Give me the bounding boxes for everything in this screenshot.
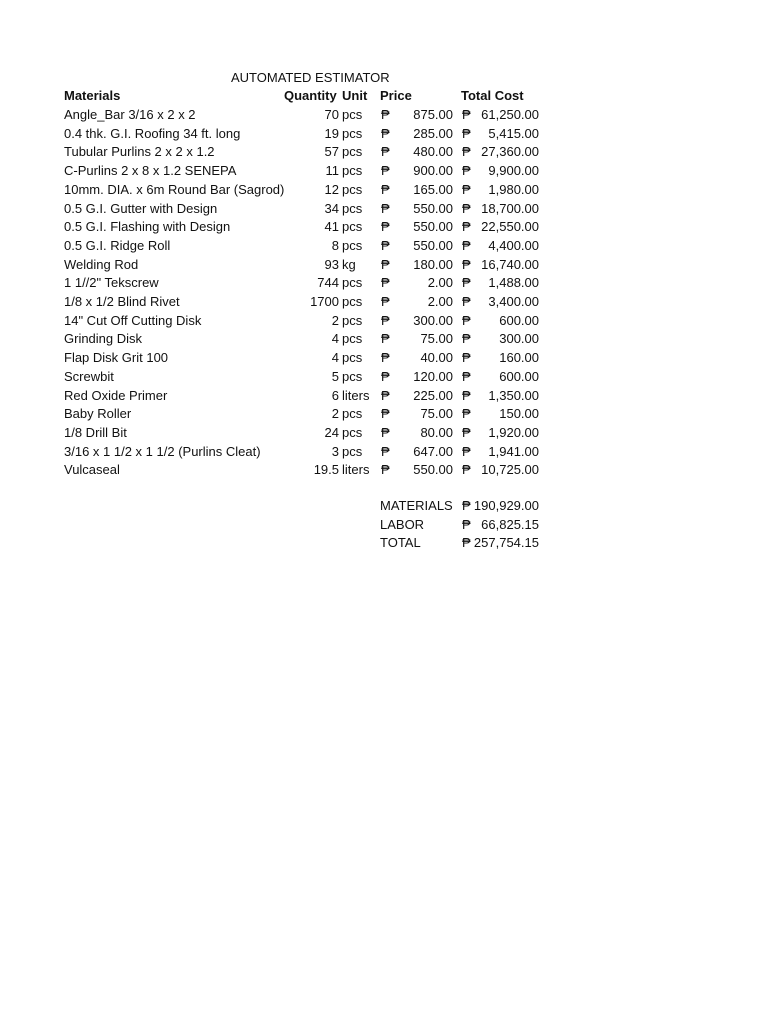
unit-value: pcs <box>342 406 363 422</box>
material-name: Grinding Disk <box>64 331 143 347</box>
price-value: 300.00 <box>413 312 453 328</box>
unit-value: pcs <box>342 275 363 291</box>
unit-value: pcs <box>342 181 363 197</box>
material-name: Screwbit <box>64 368 114 384</box>
unit-value: liters <box>342 387 370 403</box>
table-row <box>0 349 768 368</box>
header-total-cost: Total Cost <box>461 88 524 103</box>
unit-value: kg <box>342 256 356 272</box>
peso-sign: ₱ <box>462 387 471 403</box>
price-value: 550.00 <box>413 237 453 253</box>
peso-sign: ₱ <box>462 237 471 253</box>
quantity-value: 12 <box>324 181 339 197</box>
table-row <box>0 405 768 424</box>
total-cost-value: 1,488.00 <box>488 275 539 291</box>
quantity-value: 3 <box>331 443 339 459</box>
material-name: 10mm. DIA. x 6m Round Bar (Sagrod) <box>64 181 285 197</box>
peso-sign: ₱ <box>381 237 390 253</box>
material-name: 0.5 G.I. Gutter with Design <box>64 200 218 216</box>
peso-sign: ₱ <box>462 350 471 366</box>
table-row <box>0 200 768 219</box>
table-row <box>0 293 768 312</box>
peso-sign: ₱ <box>462 107 471 122</box>
summary-materials-row <box>0 497 768 516</box>
peso-sign: ₱ <box>381 181 390 197</box>
unit-value: pcs <box>342 163 363 179</box>
total-cost-value: 160.00 <box>499 350 539 366</box>
material-name: Angle_Bar 3/16 x 2 x 2 <box>64 107 196 122</box>
summary-total-row <box>0 534 768 553</box>
peso-sign: ₱ <box>462 498 471 513</box>
price-value: 75.00 <box>420 406 453 422</box>
peso-sign: ₱ <box>381 424 390 440</box>
peso-sign: ₱ <box>462 516 471 532</box>
material-name: Vulcaseal <box>64 462 120 478</box>
price-value: 900.00 <box>413 163 453 179</box>
table-row <box>0 106 768 125</box>
price-value: 225.00 <box>413 387 453 403</box>
quantity-value: 93 <box>324 256 339 272</box>
unit-value: pcs <box>342 312 363 328</box>
price-value: 40.00 <box>420 350 453 366</box>
peso-sign: ₱ <box>462 462 471 478</box>
peso-sign: ₱ <box>381 331 390 347</box>
price-value: 80.00 <box>420 424 453 440</box>
page-title: AUTOMATED ESTIMATOR <box>231 70 390 85</box>
quantity-value: 8 <box>331 237 339 253</box>
total-cost-value: 61,250.00 <box>481 107 539 122</box>
summary-total-value: 257,754.15 <box>473 535 539 551</box>
unit-value: pcs <box>342 294 363 309</box>
summary-total-label: TOTAL <box>380 535 421 551</box>
summary-labor-value: 66,825.15 <box>481 516 539 532</box>
peso-sign: ₱ <box>462 368 471 384</box>
peso-sign: ₱ <box>381 406 390 422</box>
summary-labor-label: LABOR <box>380 516 425 532</box>
peso-sign: ₱ <box>462 275 471 291</box>
total-cost-value: 600.00 <box>499 312 539 328</box>
material-name: 1/8 Drill Bit <box>64 424 127 440</box>
peso-sign: ₱ <box>381 219 390 235</box>
price-value: 120.00 <box>413 368 453 384</box>
quantity-value: 19 <box>324 125 339 141</box>
unit-value: pcs <box>342 331 363 347</box>
price-value: 180.00 <box>413 256 453 272</box>
quantity-value: 34 <box>324 200 339 216</box>
material-name: 0.5 G.I. Flashing with Design <box>64 219 231 235</box>
material-name: 0.5 G.I. Ridge Roll <box>64 237 171 253</box>
total-cost-value: 16,740.00 <box>481 256 539 272</box>
quantity-value: 41 <box>324 219 339 235</box>
header-unit: Unit <box>342 88 368 103</box>
total-cost-value: 150.00 <box>499 406 539 422</box>
total-cost-value: 600.00 <box>499 368 539 384</box>
material-name: Red Oxide Primer <box>64 387 168 403</box>
price-value: 875.00 <box>413 107 453 122</box>
peso-sign: ₱ <box>381 368 390 384</box>
material-name: Welding Rod <box>64 256 139 272</box>
peso-sign: ₱ <box>381 350 390 366</box>
price-value: 480.00 <box>413 144 453 160</box>
total-cost-value: 1,920.00 <box>488 424 539 440</box>
price-value: 550.00 <box>413 462 453 478</box>
table-row <box>0 218 768 237</box>
unit-value: pcs <box>342 424 363 440</box>
price-value: 285.00 <box>413 125 453 141</box>
table-row <box>0 312 768 331</box>
price-value: 75.00 <box>420 331 453 347</box>
peso-sign: ₱ <box>381 144 390 160</box>
material-name: Tubular Purlins 2 x 2 x 1.2 <box>64 144 215 160</box>
peso-sign: ₱ <box>381 294 390 309</box>
material-name: Flap Disk Grit 100 <box>64 350 169 366</box>
summary-materials-value: 190,929.00 <box>473 498 539 513</box>
unit-value: liters <box>342 462 370 478</box>
peso-sign: ₱ <box>462 200 471 216</box>
peso-sign: ₱ <box>381 163 390 179</box>
material-name: Baby Roller <box>64 406 132 422</box>
peso-sign: ₱ <box>462 406 471 422</box>
quantity-value: 2 <box>331 406 339 422</box>
peso-sign: ₱ <box>381 462 390 478</box>
quantity-value: 6 <box>331 387 339 403</box>
price-value: 2.00 <box>427 275 453 291</box>
peso-sign: ₱ <box>462 219 471 235</box>
unit-value: pcs <box>342 144 363 160</box>
unit-value: pcs <box>342 200 363 216</box>
unit-value: pcs <box>342 219 363 235</box>
header-quantity: Quantity <box>284 88 337 103</box>
total-cost-value: 3,400.00 <box>488 294 539 309</box>
material-name: 1 1//2" Tekscrew <box>64 275 159 291</box>
table-row <box>0 125 768 144</box>
total-cost-value: 1,980.00 <box>488 181 539 197</box>
table-row <box>0 274 768 293</box>
peso-sign: ₱ <box>381 275 390 291</box>
table-row <box>0 461 768 480</box>
table-row <box>0 443 768 462</box>
price-value: 165.00 <box>413 181 453 197</box>
total-cost-value: 27,360.00 <box>481 144 539 160</box>
quantity-value: 4 <box>331 331 339 347</box>
peso-sign: ₱ <box>462 331 471 347</box>
peso-sign: ₱ <box>381 125 390 141</box>
price-value: 550.00 <box>413 200 453 216</box>
total-cost-value: 5,415.00 <box>488 125 539 141</box>
peso-sign: ₱ <box>462 144 471 160</box>
peso-sign: ₱ <box>462 256 471 272</box>
header-materials: Materials <box>64 88 121 103</box>
table-row <box>0 256 768 275</box>
quantity-value: 2 <box>331 312 339 328</box>
peso-sign: ₱ <box>462 443 471 459</box>
price-value: 647.00 <box>413 443 453 459</box>
peso-sign: ₱ <box>381 200 390 216</box>
table-row <box>0 424 768 443</box>
unit-value: pcs <box>342 237 363 253</box>
unit-value: pcs <box>342 350 363 366</box>
peso-sign: ₱ <box>462 535 471 551</box>
quantity-value: 19.5 <box>313 462 339 478</box>
total-cost-value: 4,400.00 <box>488 237 539 253</box>
unit-value: pcs <box>342 125 363 141</box>
peso-sign: ₱ <box>381 256 390 272</box>
peso-sign: ₱ <box>462 424 471 440</box>
quantity-value: 1700 <box>310 294 339 309</box>
peso-sign: ₱ <box>462 294 471 309</box>
material-name: 0.4 thk. G.I. Roofing 34 ft. long <box>64 125 241 141</box>
peso-sign: ₱ <box>381 107 390 122</box>
summary-materials-label: MATERIALS <box>380 498 453 513</box>
quantity-value: 5 <box>331 368 339 384</box>
total-cost-value: 18,700.00 <box>481 200 539 216</box>
table-row <box>0 181 768 200</box>
material-name: 1/8 x 1/2 Blind Rivet <box>64 294 180 309</box>
total-cost-value: 1,350.00 <box>488 387 539 403</box>
total-cost-value: 9,900.00 <box>488 163 539 179</box>
table-row <box>0 237 768 256</box>
unit-value: pcs <box>342 443 363 459</box>
quantity-value: 57 <box>324 144 339 160</box>
total-cost-value: 1,941.00 <box>488 443 539 459</box>
header-price: Price <box>380 88 412 103</box>
quantity-value: 11 <box>325 163 339 179</box>
unit-value: pcs <box>342 107 363 122</box>
peso-sign: ₱ <box>381 312 390 328</box>
material-name: 14" Cut Off Cutting Disk <box>64 312 202 328</box>
quantity-value: 744 <box>317 275 339 291</box>
peso-sign: ₱ <box>462 163 471 179</box>
material-name: C-Purlins 2 x 8 x 1.2 SENEPA <box>64 163 237 179</box>
total-cost-value: 10,725.00 <box>481 462 539 478</box>
peso-sign: ₱ <box>381 387 390 403</box>
peso-sign: ₱ <box>462 181 471 197</box>
table-row <box>0 330 768 349</box>
peso-sign: ₱ <box>462 125 471 141</box>
price-value: 550.00 <box>413 219 453 235</box>
table-row <box>0 387 768 406</box>
quantity-value: 24 <box>324 424 339 440</box>
price-value: 2.00 <box>427 294 453 309</box>
table-row <box>0 162 768 181</box>
peso-sign: ₱ <box>381 443 390 459</box>
total-cost-value: 22,550.00 <box>481 219 539 235</box>
quantity-value: 70 <box>324 107 339 122</box>
peso-sign: ₱ <box>462 312 471 328</box>
table-row <box>0 143 768 162</box>
table-row <box>0 368 768 387</box>
unit-value: pcs <box>342 368 363 384</box>
header-row <box>0 87 768 106</box>
summary-labor-row <box>0 516 768 535</box>
quantity-value: 4 <box>331 350 339 366</box>
total-cost-value: 300.00 <box>499 331 539 347</box>
material-name: 3/16 x 1 1/2 x 1 1/2 (Purlins Cleat) <box>64 443 261 459</box>
